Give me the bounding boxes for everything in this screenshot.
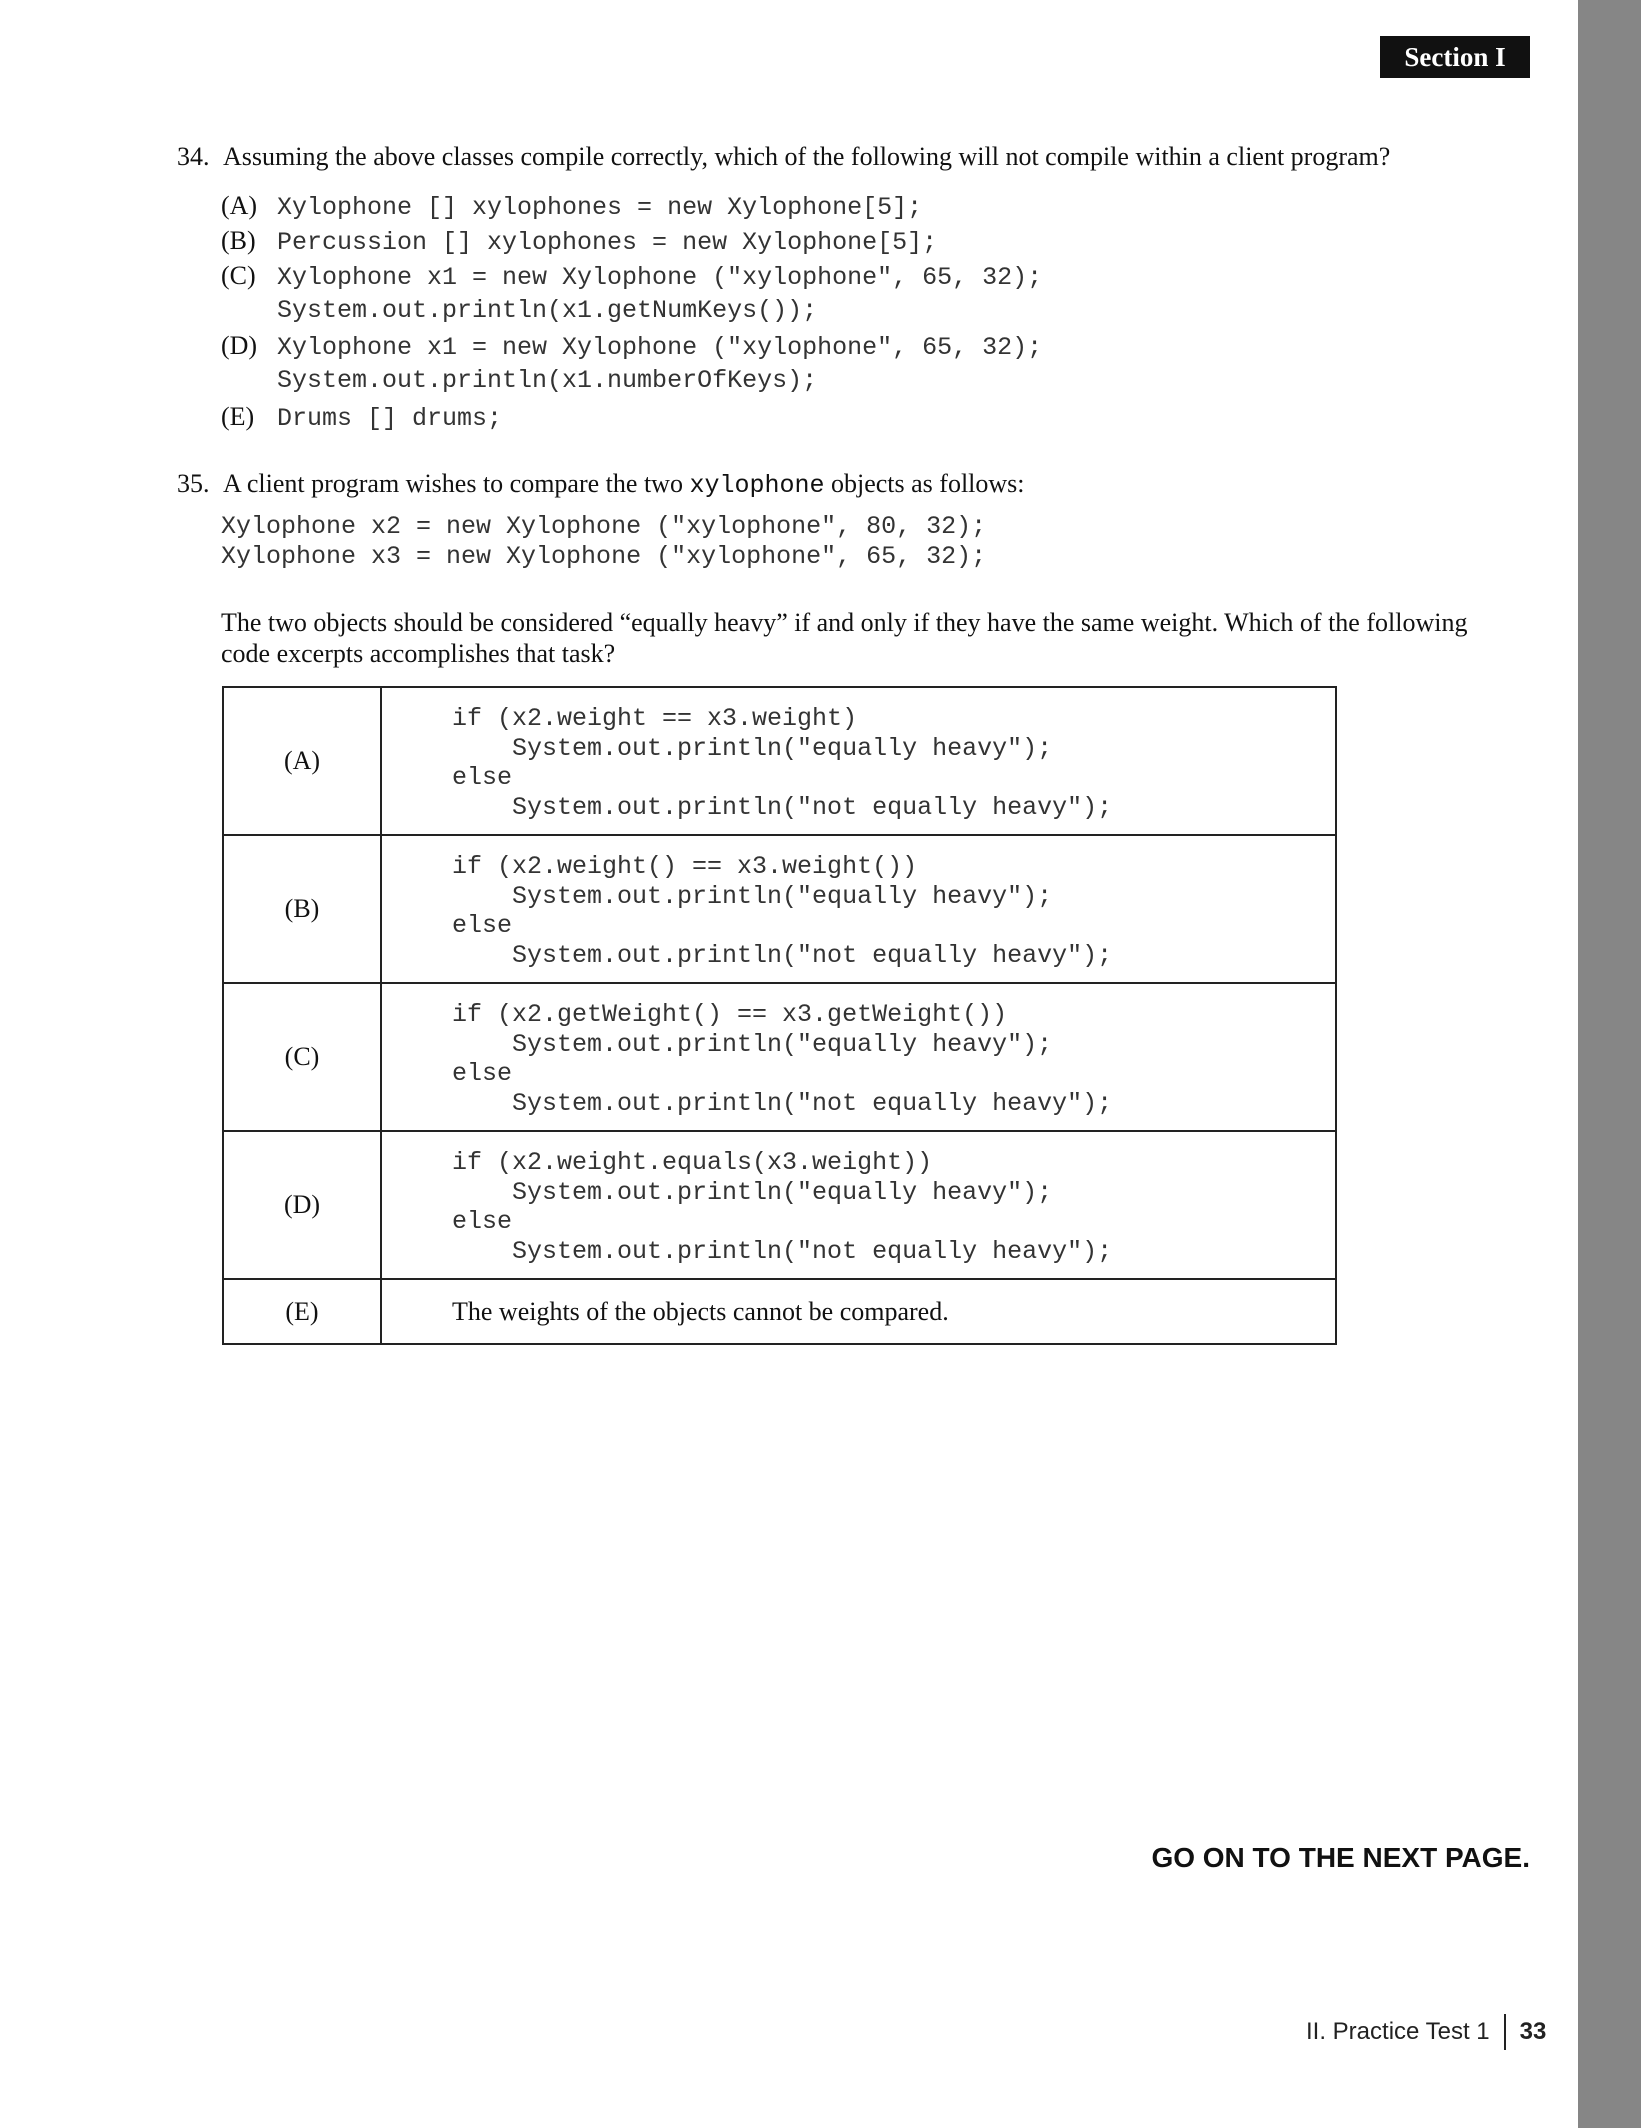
choice-label: (A) <box>223 687 381 835</box>
choice-cell <box>381 983 1336 1131</box>
option-34-a <box>221 188 922 225</box>
table-row <box>223 983 1336 1131</box>
option-34-b <box>221 223 937 260</box>
option-code: Xylophone [] xylophones = new Xylophone[5]; <box>277 193 923 222</box>
choice-label: (B) <box>223 835 381 983</box>
option-code: Drums [] drums; <box>277 404 503 433</box>
option-code-continued: System.out.println(x1.numberOfKeys); <box>277 366 818 395</box>
choice-text: The weights of the objects cannot be compared. <box>381 1279 1336 1344</box>
option-34-e <box>221 399 502 436</box>
question-34 <box>177 140 1390 174</box>
footer-divider <box>1504 2014 1506 2050</box>
option-label: (D) <box>221 331 258 360</box>
prompt-text: objects as follows: <box>824 469 1025 498</box>
choice-cell <box>381 687 1336 835</box>
option-label: (C) <box>221 261 256 290</box>
question-number: 35. <box>177 469 210 498</box>
choice-cell <box>381 1131 1336 1279</box>
prompt-code: xylophone <box>689 471 825 500</box>
option-code: Xylophone x1 = new Xylophone ("xylophone", 65, 32); <box>277 263 1043 292</box>
page-footer <box>1306 2014 1546 2050</box>
choice-cell <box>381 835 1336 983</box>
page-number: 33 <box>1519 2018 1547 2045</box>
option-label: (A) <box>221 191 258 220</box>
question-35 <box>177 467 1025 503</box>
footer-part: II. Practice Test 1 <box>1306 2018 1490 2045</box>
choice-label: (C) <box>223 983 381 1131</box>
table-row <box>223 1131 1336 1279</box>
page-edge-bar <box>1578 0 1641 2128</box>
option-code: Xylophone x1 = new Xylophone ("xylophone", 65, 32); <box>277 333 1043 362</box>
choice-code: if (x2.weight() == x3.weight()) System.out.println("equally heavy"); else System.out.println("not equally heavy"); <box>452 852 1113 970</box>
table-row <box>223 687 1336 835</box>
option-label: (B) <box>221 226 256 255</box>
client-code: Xylophone x2 = new Xylophone ("xylophone", 80, 32); Xylophone x3 = new Xylophone ("xylophone", 65, 32); <box>221 512 987 571</box>
section-tag: Section I <box>1380 36 1530 78</box>
option-label: (E) <box>221 402 255 431</box>
prompt-text: A client program wishes to compare the two <box>223 469 690 498</box>
question-prompt: Assuming the above classes compile correctly, which of the following will not compile within a client program? <box>223 142 1391 171</box>
table-row <box>223 835 1336 983</box>
table-row <box>223 1279 1336 1344</box>
option-code-continued: System.out.println(x1.getNumKeys()); <box>277 296 818 325</box>
question-text: The two objects should be considered “equally heavy” if and only if they have the same weight. Which of the following code excerpts accomplishes that task? <box>221 608 1468 668</box>
option-34-d <box>221 328 1042 365</box>
choice-code: if (x2.weight == x3.weight) System.out.println("equally heavy"); else System.out.println("not equally heavy"); <box>452 704 1113 822</box>
next-page-note: GO ON TO THE NEXT PAGE. <box>1151 1842 1530 1873</box>
choice-code: if (x2.weight.equals(x3.weight)) System.out.println("equally heavy"); else System.out.println("not equally heavy"); <box>452 1148 1113 1266</box>
question-number: 34. <box>177 142 210 171</box>
choice-label: (D) <box>223 1131 381 1279</box>
option-34-c <box>221 258 1042 295</box>
answer-table <box>222 686 1337 1345</box>
option-code: Percussion [] xylophones = new Xylophone[5]; <box>277 228 938 257</box>
choice-label: (E) <box>223 1279 381 1344</box>
choice-code: if (x2.getWeight() == x3.getWeight()) System.out.println("equally heavy"); else System.out.println("not equally heavy"); <box>452 1000 1113 1118</box>
